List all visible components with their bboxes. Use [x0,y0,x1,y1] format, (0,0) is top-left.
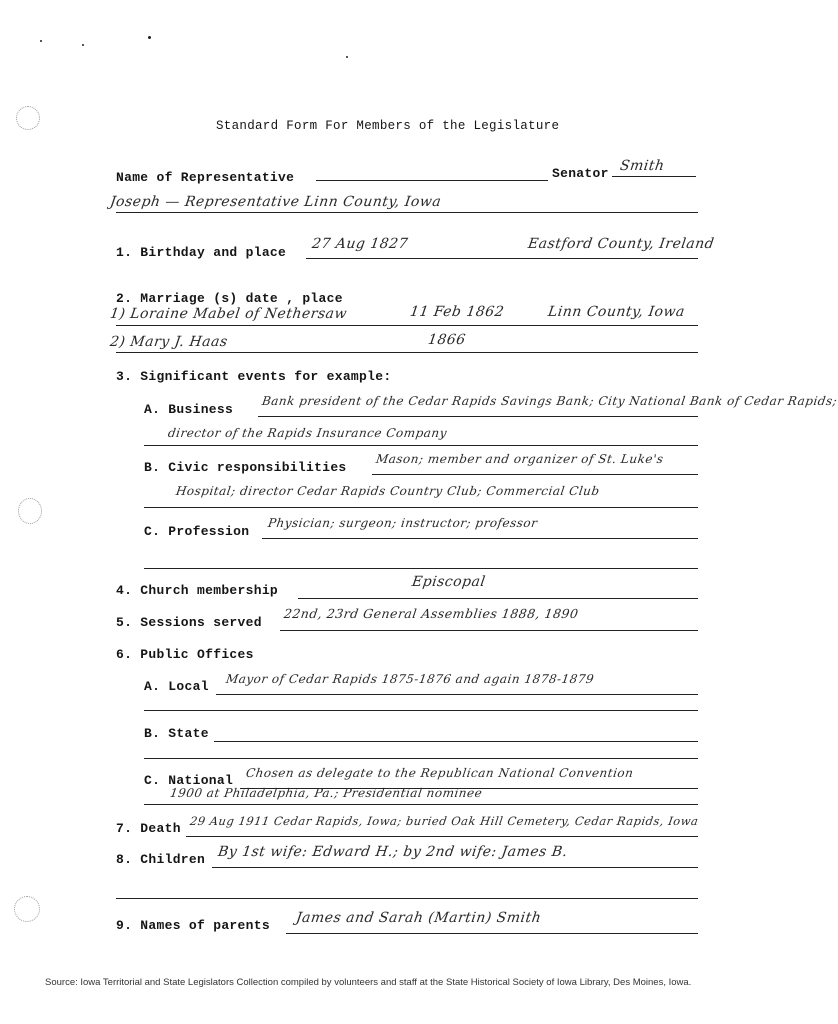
profession-value: Physician; surgeon; instructor; professor [267,516,539,530]
source-footer: Source: Iowa Territorial and State Legislators Collection compiled by volunteers and staff at the State Historical Society of Iowa Library, Des Moines, Iowa. [45,977,692,988]
business-underline [258,416,698,417]
marriage-line-1 [116,325,698,326]
national-line1: Chosen as delegate to the Republican National Convention [245,766,635,780]
profession-label: C. Profession [144,524,250,539]
national-line2: 1900 at Philadelphia, Pa.; Presidential nominee [169,786,484,800]
national-label: C. National [144,773,234,788]
sessions-label: 5. Sessions served [116,615,262,630]
name-line-2 [116,212,698,213]
scan-speck [148,36,151,39]
senator-label: Senator [552,166,609,181]
birthday-label: 1. Birthday and place [116,245,287,260]
children-value: By 1st wife: Edward H.; by 2nd wife: James B. [216,844,569,860]
civic-line-2 [144,507,698,508]
birthday-underline [306,258,698,259]
local-line-2 [144,710,698,711]
marriage-line1-name: 1) Loraine Mabel of Nethersaw [108,306,349,322]
profession-line-2 [144,568,698,569]
parents-value: James and Sarah (Martin) Smith [294,910,543,926]
marriage-line-2 [116,352,698,353]
local-value: Mayor of Cedar Rapids 1875-1876 and again 1878-1879 [225,672,596,686]
senator-underline [612,176,696,177]
marriage-line2-name: 2) Mary J. Haas [108,334,229,350]
civic-line1: Mason; member and organizer of St. Luke's [375,452,665,466]
state-underline [214,741,698,742]
sessions-value: 22nd, 23rd General Assemblies 1888, 1890 [282,606,580,621]
civic-line2: Hospital; director Cedar Rapids Country Club; Commercial Club [175,484,601,498]
business-label: A. Business [144,402,234,417]
significant-label: 3. Significant events for example: [116,369,392,384]
marriage-line1-place: Linn County, Iowa [546,304,686,320]
profession-underline [262,538,698,539]
church-underline [298,598,698,599]
children-underline [212,867,698,868]
birthday-place: Eastford County, Ireland [526,236,716,252]
name-handwritten: Joseph — Representative Linn County, Iowa [108,194,443,210]
state-label: B. State [144,726,209,741]
punch-hole-mark [18,498,42,524]
death-value: 29 Aug 1911 Cedar Rapids, Iowa; buried Oak Hill Cemetery, Cedar Rapids, Iowa [189,814,700,828]
business-line-2 [144,445,698,446]
death-label: 7. Death [116,821,181,836]
name-underline [316,180,548,181]
local-label: A. Local [144,679,209,694]
civic-label: B. Civic responsibilities [144,460,347,475]
civic-underline [372,474,698,475]
state-line-2 [144,758,698,759]
punch-hole-mark [16,106,40,130]
parents-underline [286,933,698,934]
senator-value: Smith [618,158,666,174]
name-label: Name of Representative [116,170,295,185]
children-line-2 [116,898,698,899]
children-label: 8. Children [116,852,206,867]
business-line1: Bank president of the Cedar Rapids Savings Bank; City National Bank of Cedar Rapids; [261,394,838,408]
sessions-underline [280,630,698,631]
business-line2: director of the Rapids Insurance Company [167,426,448,440]
form-title: Standard Form For Members of the Legislature [216,119,560,133]
public-offices-label: 6. Public Offices [116,647,254,662]
scan-speck [346,56,348,58]
local-underline [216,694,698,695]
punch-hole-mark [14,896,40,922]
marriage-line1-date: 11 Feb 1862 [408,304,506,320]
birthday-date: 27 Aug 1827 [310,236,410,252]
marriage-line2-date: 1866 [426,332,467,348]
death-underline [186,836,698,837]
church-label: 4. Church membership [116,583,279,598]
national-line-2 [144,804,698,805]
scan-speck [82,44,84,46]
parents-label: 9. Names of parents [116,918,270,933]
marriage-label: 2. Marriage (s) date , place [116,291,343,306]
scan-speck [40,40,42,42]
church-value: Episcopal [410,574,487,590]
